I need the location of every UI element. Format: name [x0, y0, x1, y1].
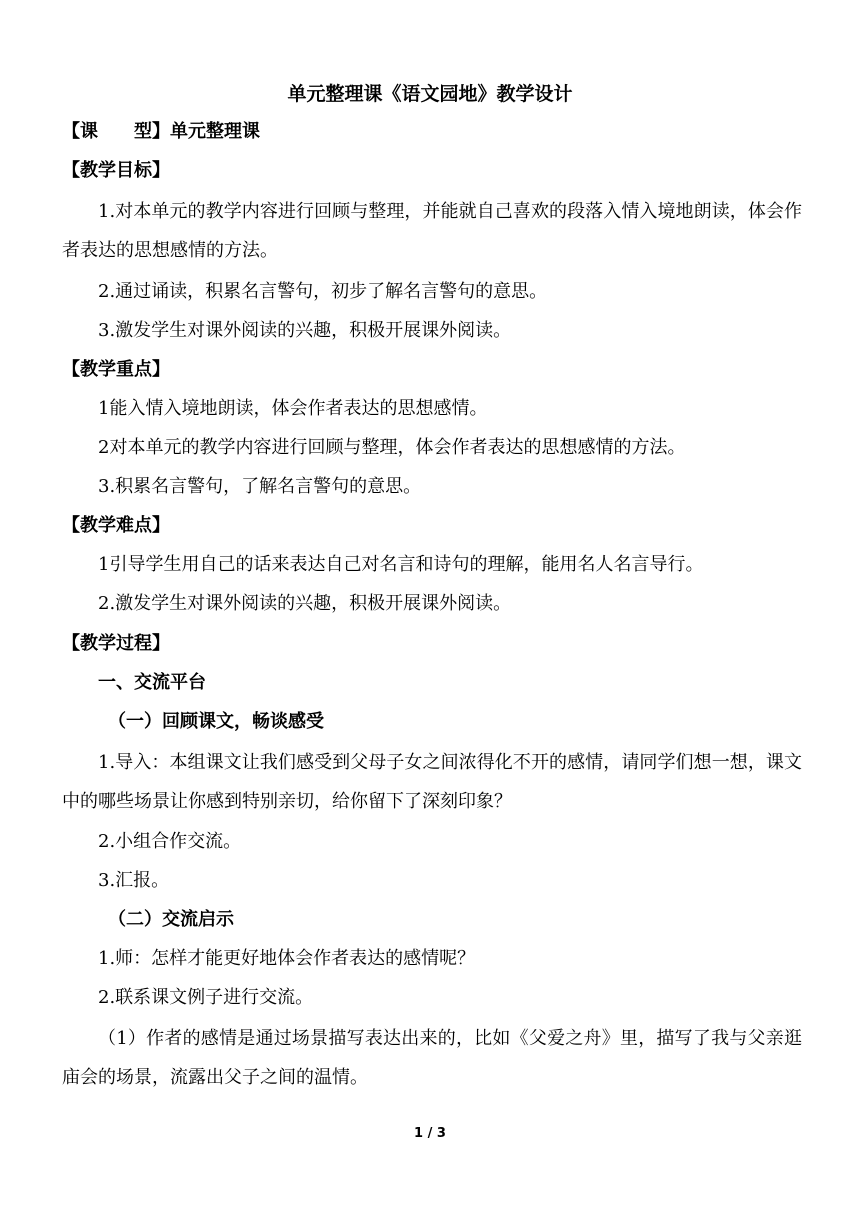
focus-1: 1能入情入境地朗读，体会作者表达的思想感情。 [98, 398, 488, 419]
difficulty-heading: 【教学难点】 [62, 515, 170, 536]
step-1: 1.导入：本组课文让我们感受到父母子女之间浓得化不开的感情，请同学们想一想，课文中的哪些场景让你感到特别亲切，给你留下了深刻印象？ [62, 752, 802, 812]
subsection-2-heading: （二）交流启示 [108, 909, 234, 930]
goal-3: 3.激发学生对课外阅读的兴趣，积极开展课外阅读。 [98, 320, 512, 341]
step-4: 1.师：怎样才能更好地体会作者表达的感情呢？ [98, 948, 476, 969]
goal-2: 2.通过诵读，积累名言警句，初步了解名言警句的意思。 [98, 281, 548, 302]
difficulty-2: 2.激发学生对课外阅读的兴趣，积极开展课外阅读。 [98, 593, 512, 614]
process-heading: 【教学过程】 [62, 633, 170, 654]
step-3: 3.汇报。 [98, 870, 170, 891]
focus-2: 2对本单元的教学内容进行回顾与整理，体会作者表达的思想感情的方法。 [98, 437, 686, 458]
focus-heading: 【教学重点】 [62, 359, 170, 380]
lesson-type: 【课 型】单元整理课 [62, 121, 260, 142]
step-5: 2.联系课文例子进行交流。 [98, 987, 314, 1008]
step-6: （1）作者的感情是通过场景描写表达出来的，比如《父爱之舟》里，描写了我与父亲逛庙会的场景，流露出父子之间的温情。 [62, 1028, 802, 1088]
step-2: 2.小组合作交流。 [98, 831, 242, 852]
goal-1: 1.对本单元的教学内容进行回顾与整理，并能就自己喜欢的段落入情入境地朗读，体会作者表达的思想感情的方法。 [62, 201, 802, 261]
section-1-heading: 一、交流平台 [98, 672, 206, 693]
page-number: 1 / 3 [414, 1126, 446, 1141]
goals-heading: 【教学目标】 [62, 160, 170, 181]
focus-3: 3.积累名言警句，了解名言警句的意思。 [98, 476, 422, 497]
subsection-1-heading: （一）回顾课文，畅谈感受 [108, 711, 324, 732]
difficulty-1: 1引导学生用自己的话来表达自己对名言和诗句的理解，能用名人名言导行。 [98, 554, 704, 575]
document-title: 单元整理课《语文园地》教学设计 [287, 83, 573, 105]
